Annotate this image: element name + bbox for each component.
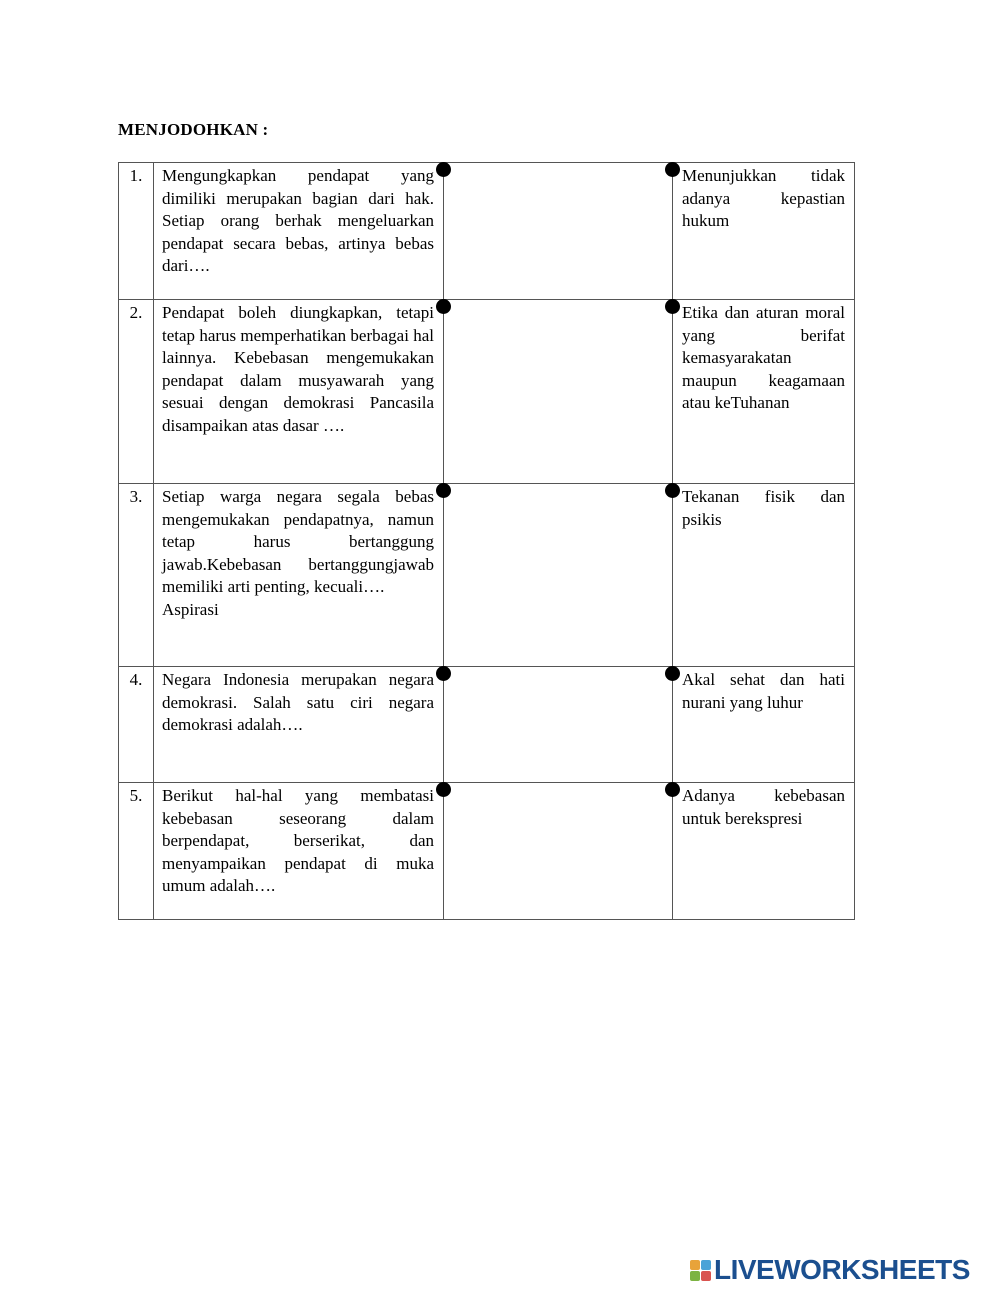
answer-text: Menunjukkan tidak adanya kepastian hukum (682, 166, 845, 231)
worksheet-title: MENJODOHKAN : (118, 120, 269, 139)
connection-area (444, 163, 673, 300)
question-line: Pendapat boleh diungkapkan, tetapi tetap harus memperhatikan berbagai hal lainnya. Kebebasan mengemukakan pendapat dalam musyawarah yang sesuai dengan demokrasi Pancasila disampaikan atas dasar …. (162, 303, 434, 435)
logo-tile (690, 1271, 700, 1281)
row-number: 3. (119, 484, 154, 667)
question-cell (154, 783, 444, 920)
answer-connector-dot[interactable] (665, 666, 680, 681)
question-line: Aspirasi (162, 599, 219, 619)
logo-tile (690, 1260, 700, 1270)
logo-tile (701, 1260, 711, 1270)
question-line: Setiap warga negara segala bebas mengemukakan pendapatnya, namun tetap harus bertanggung jawab.Kebebasan bertanggungjawab memiliki arti penting, kecuali…. (162, 487, 434, 597)
connection-area (444, 667, 673, 783)
answer-cell (673, 484, 855, 667)
connection-area (444, 783, 673, 920)
matching-row (119, 300, 855, 484)
answer-connector-dot[interactable] (665, 782, 680, 797)
answer-connector-dot[interactable] (665, 162, 680, 177)
row-number: 2. (119, 300, 154, 484)
logo-tile (701, 1271, 711, 1281)
matching-row (119, 163, 855, 300)
answer-text: Tekanan fisik dan psikis (682, 487, 845, 529)
question-text (154, 163, 443, 278)
matching-table (118, 162, 855, 920)
answer-connector-dot[interactable] (665, 299, 680, 314)
question-text (154, 484, 443, 622)
question-line: Mengungkapkan pendapat yang dimiliki merupakan bagian dari hak. Setiap orang berhak mengeluarkan pendapat secara bebas, artinya bebas dari…. (162, 166, 434, 276)
answer-cell (673, 783, 855, 920)
matching-row (119, 484, 855, 667)
answer-cell (673, 300, 855, 484)
answer-cell (673, 667, 855, 783)
question-cell (154, 300, 444, 484)
answer-text: Akal sehat dan hati nurani yang luhur (682, 670, 845, 712)
question-cell (154, 484, 444, 667)
logo-icon (690, 1260, 711, 1281)
answer-connector-dot[interactable] (665, 483, 680, 498)
question-line: Negara Indonesia merupakan negara demokrasi. Salah satu ciri negara demokrasi adalah…. (162, 670, 434, 735)
question-text (154, 667, 443, 737)
question-line: Berikut hal-hal yang membatasi kebebasan seseorang dalam berpendapat, berserikat, dan menyampaikan pendapat di muka umum adalah…. (162, 786, 434, 896)
logo-text: LIVEWORKSHEETS (714, 1254, 970, 1285)
matching-row (119, 667, 855, 783)
answer-cell (673, 163, 855, 300)
connection-area (444, 484, 673, 667)
matching-row (119, 783, 855, 920)
row-number: 5. (119, 783, 154, 920)
question-cell (154, 163, 444, 300)
row-number: 4. (119, 667, 154, 783)
question-text (154, 300, 443, 438)
question-text (154, 783, 443, 898)
answer-text: Etika dan aturan moral yang berifat kemasyarakatan maupun keagamaan atau keTuhanan (682, 303, 845, 413)
liveworksheets-logo (690, 1254, 970, 1286)
answer-text: Adanya kebebasan untuk berekspresi (682, 786, 845, 828)
question-cell (154, 667, 444, 783)
row-number: 1. (119, 163, 154, 300)
connection-area (444, 300, 673, 484)
